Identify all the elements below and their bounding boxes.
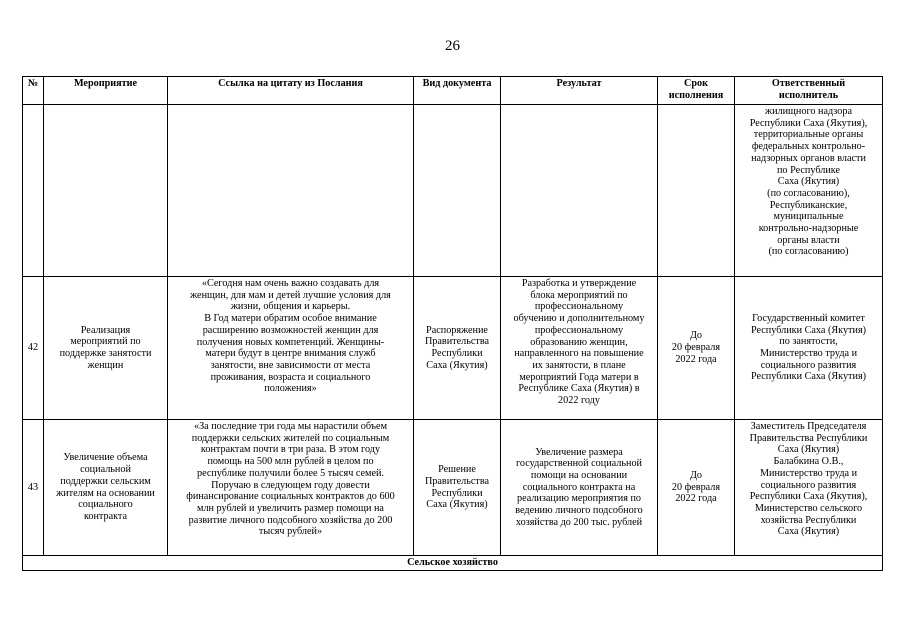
row-number: 42 <box>23 277 44 420</box>
continuation-row <box>23 105 883 277</box>
cont-deadline-cell <box>658 105 735 277</box>
header-quote: Ссылка на цитату из Послания <box>168 77 414 105</box>
header-num: № <box>23 77 44 105</box>
cont-quote-cell <box>168 105 414 277</box>
row-result: Увеличение размера государственной социальной помощи на основании социального контракта на реализацию мероприятия по ведению личного подсобного хозяйства до 200 тыс. рублей <box>501 420 658 556</box>
row-responsible: Государственный комитет Республики Саха (Якутия) по занятости, Министерство труда и социального развития Республики Саха (Якутия) <box>735 277 883 420</box>
row-deadline: До 20 февраля 2022 года <box>658 420 735 556</box>
cont-responsible-cell: жилищного надзора Республики Саха (Якутия), территориальные органы федеральных контрольно- надзорных органов власти по Республике Саха (Якутия) (по согласованию), Республиканские, муниципальные контрольно-надзорные органы власти (по согласованию) <box>735 105 883 277</box>
row-event: Реализация мероприятий по поддержке занятости женщин <box>44 277 168 420</box>
header-deadline: Срок исполнения <box>658 77 735 105</box>
cont-num-cell <box>23 105 44 277</box>
row-number: 43 <box>23 420 44 556</box>
header-row <box>23 77 883 105</box>
cont-event-cell <box>44 105 168 277</box>
header-event: Мероприятие <box>44 77 168 105</box>
section-row <box>23 556 883 571</box>
row-quote: «Сегодня нам очень важно создавать для женщин, для мам и детей лучшие условия для жизни, общения и карьеры. В Год матери обратим особое внимание расширению возможностей женщин для получения новых компетенций. Женщины- матери будут в центре внимания служб занятости, вне зависимости от места проживания, возраста и социального положения» <box>168 277 414 420</box>
header-doc-type: Вид документа <box>414 77 501 105</box>
header-result: Результат <box>501 77 658 105</box>
table-row <box>23 420 883 556</box>
row-responsible: Заместитель Председателя Правительства Республики Саха (Якутия) Балабкина О.В., Министерство труда и социального развития Республики Саха (Якутия), Министерство сельского хозяйства Республики Саха (Якутия) <box>735 420 883 556</box>
row-quote: «За последние три года мы нарастили объем поддержки сельских жителей по социальным контрактам почти в три раза. В этом году помощь на 500 млн рублей в целом по республике получили более 5 тысяч семей. Поручаю в следующем году довести финансирование социальных контрактов до 600 млн рублей и увеличить размер помощи на развитие личного подсобного хозяйства до 200 тысяч рублей» <box>168 420 414 556</box>
row-result: Разработка и утверждение блока мероприятий по профессиональному обучению и дополнительному профессиональному образованию женщин, направленного на повышение их занятости, в плане мероприятий Года матери в Республике Саха (Якутия) в 2022 году <box>501 277 658 420</box>
row-doc-type: Решение Правительства Республики Саха (Якутия) <box>414 420 501 556</box>
row-event: Увеличение объема социальной поддержки сельским жителям на основании социального контракта <box>44 420 168 556</box>
section-title: Сельское хозяйство <box>23 556 883 571</box>
cont-doc-type-cell <box>414 105 501 277</box>
row-deadline: До 20 февраля 2022 года <box>658 277 735 420</box>
table-row <box>23 277 883 420</box>
measures-table <box>22 76 883 571</box>
cont-result-cell <box>501 105 658 277</box>
row-doc-type: Распоряжение Правительства Республики Саха (Якутия) <box>414 277 501 420</box>
header-responsible: Ответственный исполнитель <box>735 77 883 105</box>
page-number: 26 <box>445 38 460 54</box>
